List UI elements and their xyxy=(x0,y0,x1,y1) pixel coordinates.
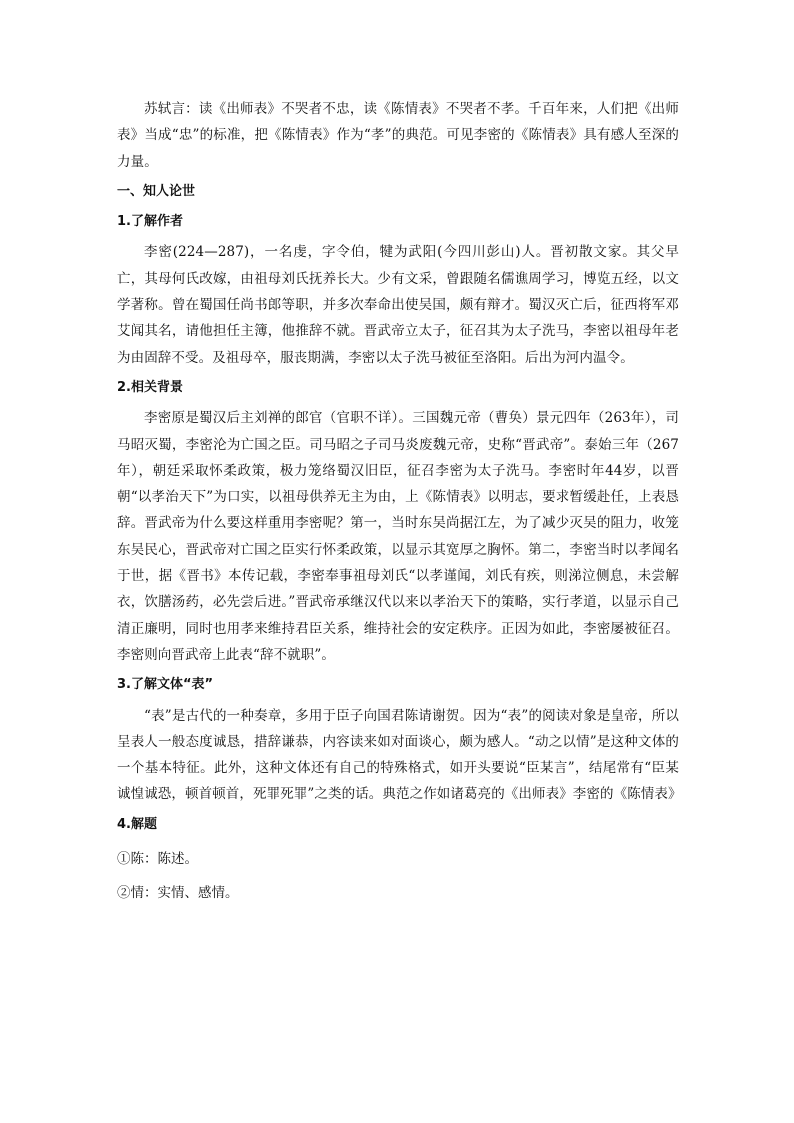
intro-paragraph: 苏轼言：读《出师表》不哭者不忠，读《陈情表》不哭者不孝。千百年来，人们把《出师表》当成“忠”的标准，把《陈情表》作为“孝”的典范。可见李密的《陈情表》具有感人至深的力量。 xyxy=(117,101,679,170)
list-item: ①陈：陈述。 xyxy=(117,851,198,868)
subheading-genre: 3.了解文体“表” xyxy=(117,677,214,693)
document-page xyxy=(117,96,682,907)
subheading-author: 1.了解作者 xyxy=(117,214,183,230)
genre-paragraph: “表”是古代的一种奏章，多用于臣子向国君陈请谢贺。因为“表”的阅读对象是皇帝，所以呈表人一般态度诚恳，措辞谦恭，内容读来如对面谈心，颇为感人。“动之以情”是这种文体的一个基本特征。此外，这种文体还有自己的特殊格式，如开头要说“臣某言”，结尾常有“臣某诚惶诚恐，顿首顿首，死罪死罪”之类的话。典范之作如诸葛亮的《出师表》李密的《陈情表》 xyxy=(117,707,682,803)
author-paragraph: 李密(224—287)，一名虔，字令伯，犍为武阳(今四川彭山)人。晋初散文家。其父早亡，其母何氏改嫁，由祖母刘氏抚养长大。少有文采，曾跟随名儒谯周学习，博览五经，以文学著称。曾在蜀国任尚书郎等职，并多次奉命出使吴国，颇有辩才。蜀汉灭亡后，征西将军邓艾闻其名，请他担任主簿，他推辞不就。晋武帝立太子，征召其为太子洗马，李密以祖母年老为由固辞不受。及祖母卒，服丧期满，李密以太子洗马被征至洛阳。后出为河内温令。 xyxy=(117,244,679,366)
list-item: ②情：实情、感情。 xyxy=(117,885,239,902)
subheading-title-explanation: 4.解题 xyxy=(117,816,157,832)
section-heading-1: 一、知人论世 xyxy=(117,183,196,199)
background-paragraph: 李密原是蜀汉后主刘禅的郎官（官职不详）。三国魏元帝（曹奂）景元四年（263年），司马昭灭蜀，李密沦为亡国之臣。司马昭之子司马炎废魏元帝，史称“晋武帝”。泰始三年（267年），朝廷采取怀柔政策，极力笼络蜀汉旧臣，征召李密为太子洗马。李密时年44岁，以晋朝“以孝治天下”为口实，以祖母供养无主为由，上《陈情表》以明志，要求暂缓赴任，上表恳辞。晋武帝为什么要这样重用李密呢？第一，当时东吴尚据江左，为了减少灭吴的阻力，收笼东吴民心，晋武帝对亡国之臣实行怀柔政策，以显示其宽厚之胸怀。第二，李密当时以孝闻名于世，据《晋书》本传记载，李密奉事祖母刘氏“以孝谨闻，刘氏有疾，则涕泣侧息，未尝解衣，饮膳汤药，必先尝后进。”晋武帝承继汉代以来以孝治天下的策略，实行孝道，以显示自己清正廉明，同时也用孝来维持君臣关系，维持社会的安定秩序。正因为如此，李密屡被征召。李密则向晋武帝上此表“辞不就职”。 xyxy=(117,410,679,663)
subheading-background: 2.相关背景 xyxy=(117,379,183,395)
